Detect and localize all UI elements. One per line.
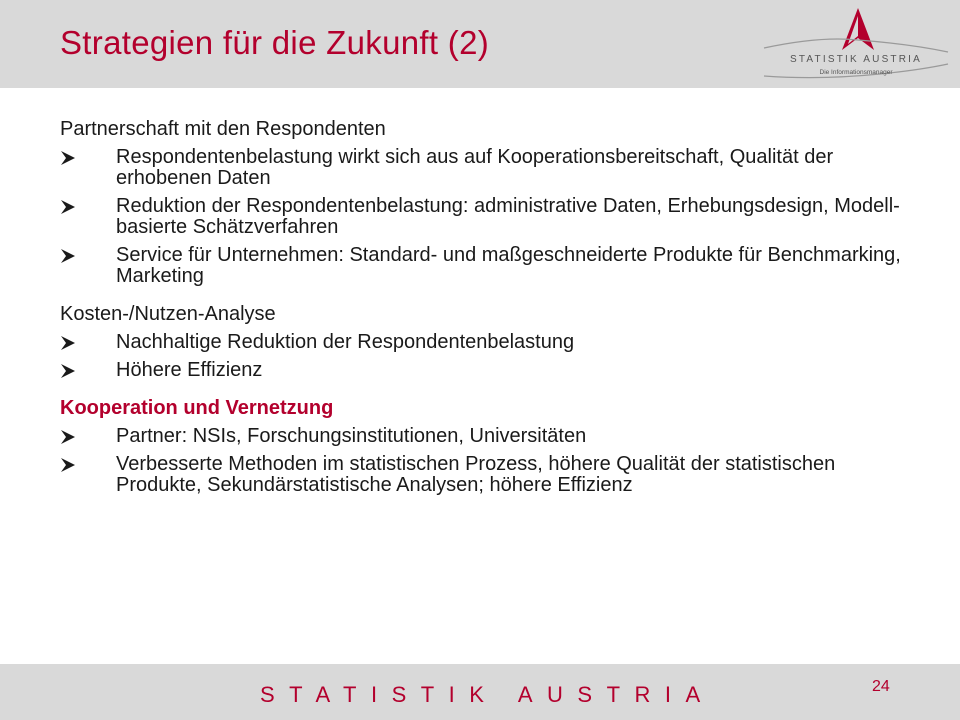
section-heading-highlighted: Kooperation und Vernetzung — [60, 397, 334, 419]
bullet-item — [60, 426, 920, 447]
arrow-bullet-icon — [60, 199, 76, 215]
arrow-bullet-icon — [60, 457, 76, 473]
bullet-text: Höhere Effizienz — [116, 359, 263, 381]
bullet-item — [60, 196, 920, 238]
section-kooperation — [60, 397, 920, 496]
section-heading: Partnerschaft mit den Respondenten — [60, 118, 386, 140]
header-band — [0, 0, 960, 88]
bullet-text: Respondentenbelastung wirkt sich aus auf Kooperationsbereitschaft, Qualität der erhobenen Daten — [116, 146, 834, 189]
page-number: 24 — [872, 678, 890, 695]
section-heading: Kosten-/Nutzen-Analyse — [60, 303, 276, 325]
arrow-bullet-icon — [60, 335, 76, 351]
footer-band — [0, 664, 960, 720]
bullet-item — [60, 245, 920, 287]
arrow-bullet-icon — [60, 248, 76, 264]
arrow-bullet-icon — [60, 150, 76, 166]
arrow-bullet-icon — [60, 363, 76, 379]
bullet-item — [60, 360, 920, 381]
bullet-item — [60, 147, 920, 189]
logo-brand-text: STATISTIK AUSTRIA — [789, 54, 923, 65]
bullet-text: Reduktion der Respondentenbelastung: administrative Daten, Erhebungsdesign, Modell-basierte Schätzverfahren — [116, 195, 900, 238]
slide-title: Strategien für die Zukunft (2) — [60, 24, 490, 61]
section-partnerschaft — [60, 118, 920, 287]
bullet-text: Partner: NSIs, Forschungsinstitutionen, Universitäten — [116, 425, 587, 447]
slide-content — [60, 118, 920, 496]
bullet-item — [60, 332, 920, 353]
bullet-text: Verbesserte Methoden im statistischen Prozess, höhere Qualität der statistischen Produkte, Sekundärstatistische Analysen; höhere Effizienz — [116, 453, 836, 496]
logo-tagline-text: Die Informationsmanager — [819, 69, 893, 76]
statistik-austria-logo — [760, 6, 950, 82]
bullet-text: Nachhaltige Reduktion der Respondentenbelastung — [116, 331, 575, 353]
bullet-text: Service für Unternehmen: Standard- und maßgeschneiderte Produkte für Benchmarking, Marketing — [116, 244, 901, 287]
footer-brand-text: STATISTIK AUSTRIA — [260, 682, 715, 707]
bullet-item — [60, 454, 920, 496]
section-kosten-nutzen — [60, 303, 920, 381]
arrow-bullet-icon — [60, 429, 76, 445]
